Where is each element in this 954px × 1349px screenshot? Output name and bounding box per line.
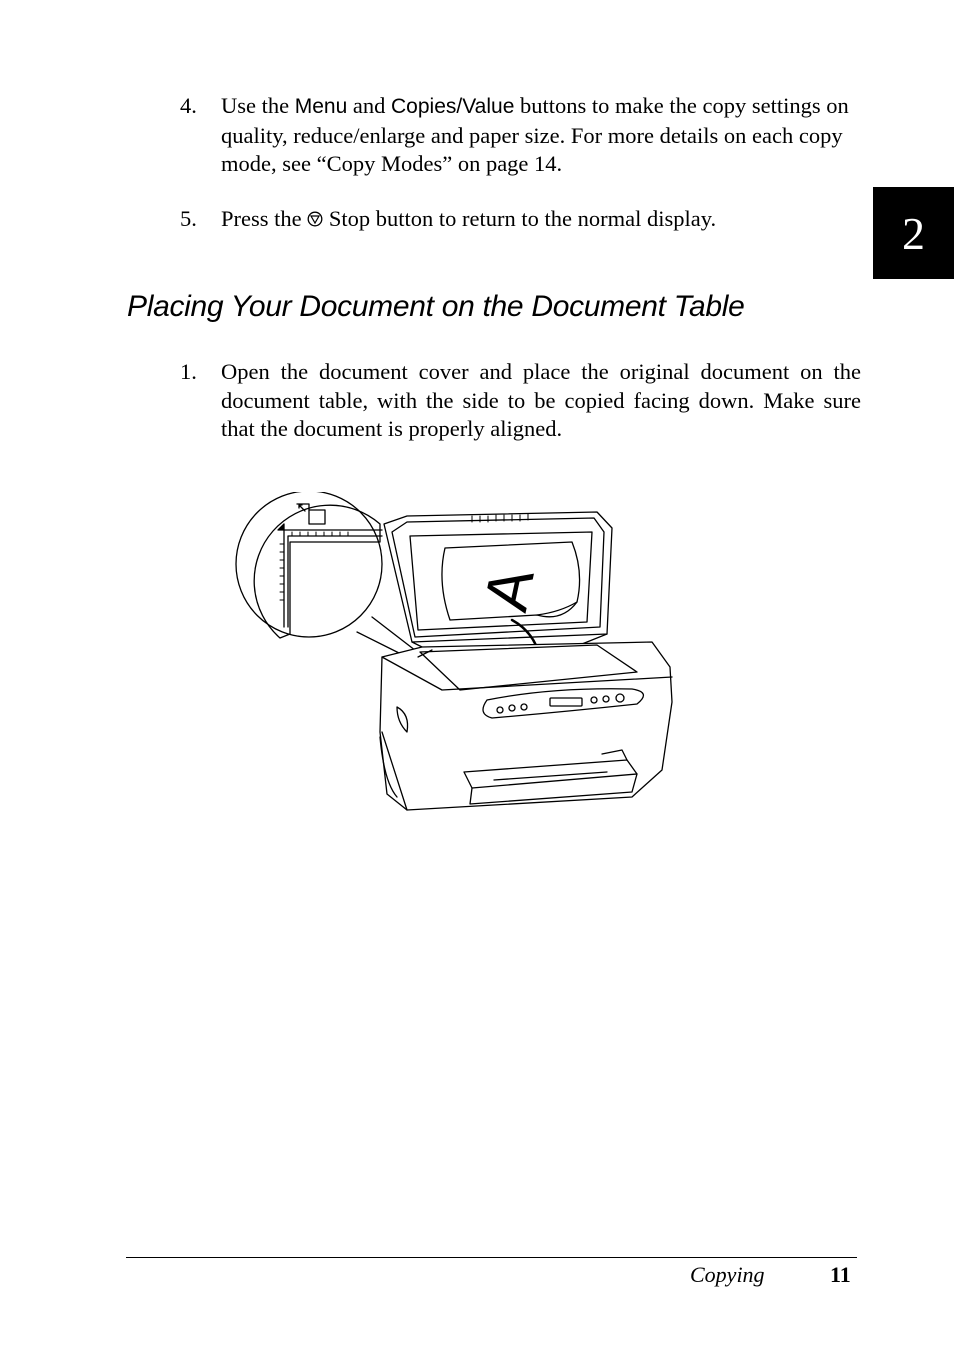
page-number: 11 (830, 1262, 851, 1287)
step-number: 1. (180, 359, 197, 384)
chapter-tab: 2 (873, 187, 954, 279)
menu-button-label: Menu (294, 95, 348, 118)
figure-letter: A (471, 562, 548, 617)
section-heading: Placing Your Document on the Document Table (127, 290, 745, 323)
step-number: 5. (180, 206, 197, 231)
footer-section-title: Copying (690, 1262, 765, 1287)
document-placement-figure (232, 492, 682, 822)
copies-value-button-label: Copies/Value (391, 95, 515, 118)
step-text: Use the Menu and Copies/Value buttons to make the copy settings on quality, reduce/enlarge and paper size. For more details on each copy mode, see “Copy Modes” on page 14. (221, 93, 849, 176)
step-number: 4. (180, 93, 197, 118)
stop-icon (307, 206, 323, 222)
step-text: Open the document cover and place the original document on the document table, with the side to be copied facing down. Make sure that the document is properly aligned. (221, 359, 861, 441)
footer-rule (126, 1257, 857, 1258)
scanner-illustration-icon (232, 492, 682, 817)
step-text: Press the Stop button to return to the normal display. (221, 206, 717, 231)
